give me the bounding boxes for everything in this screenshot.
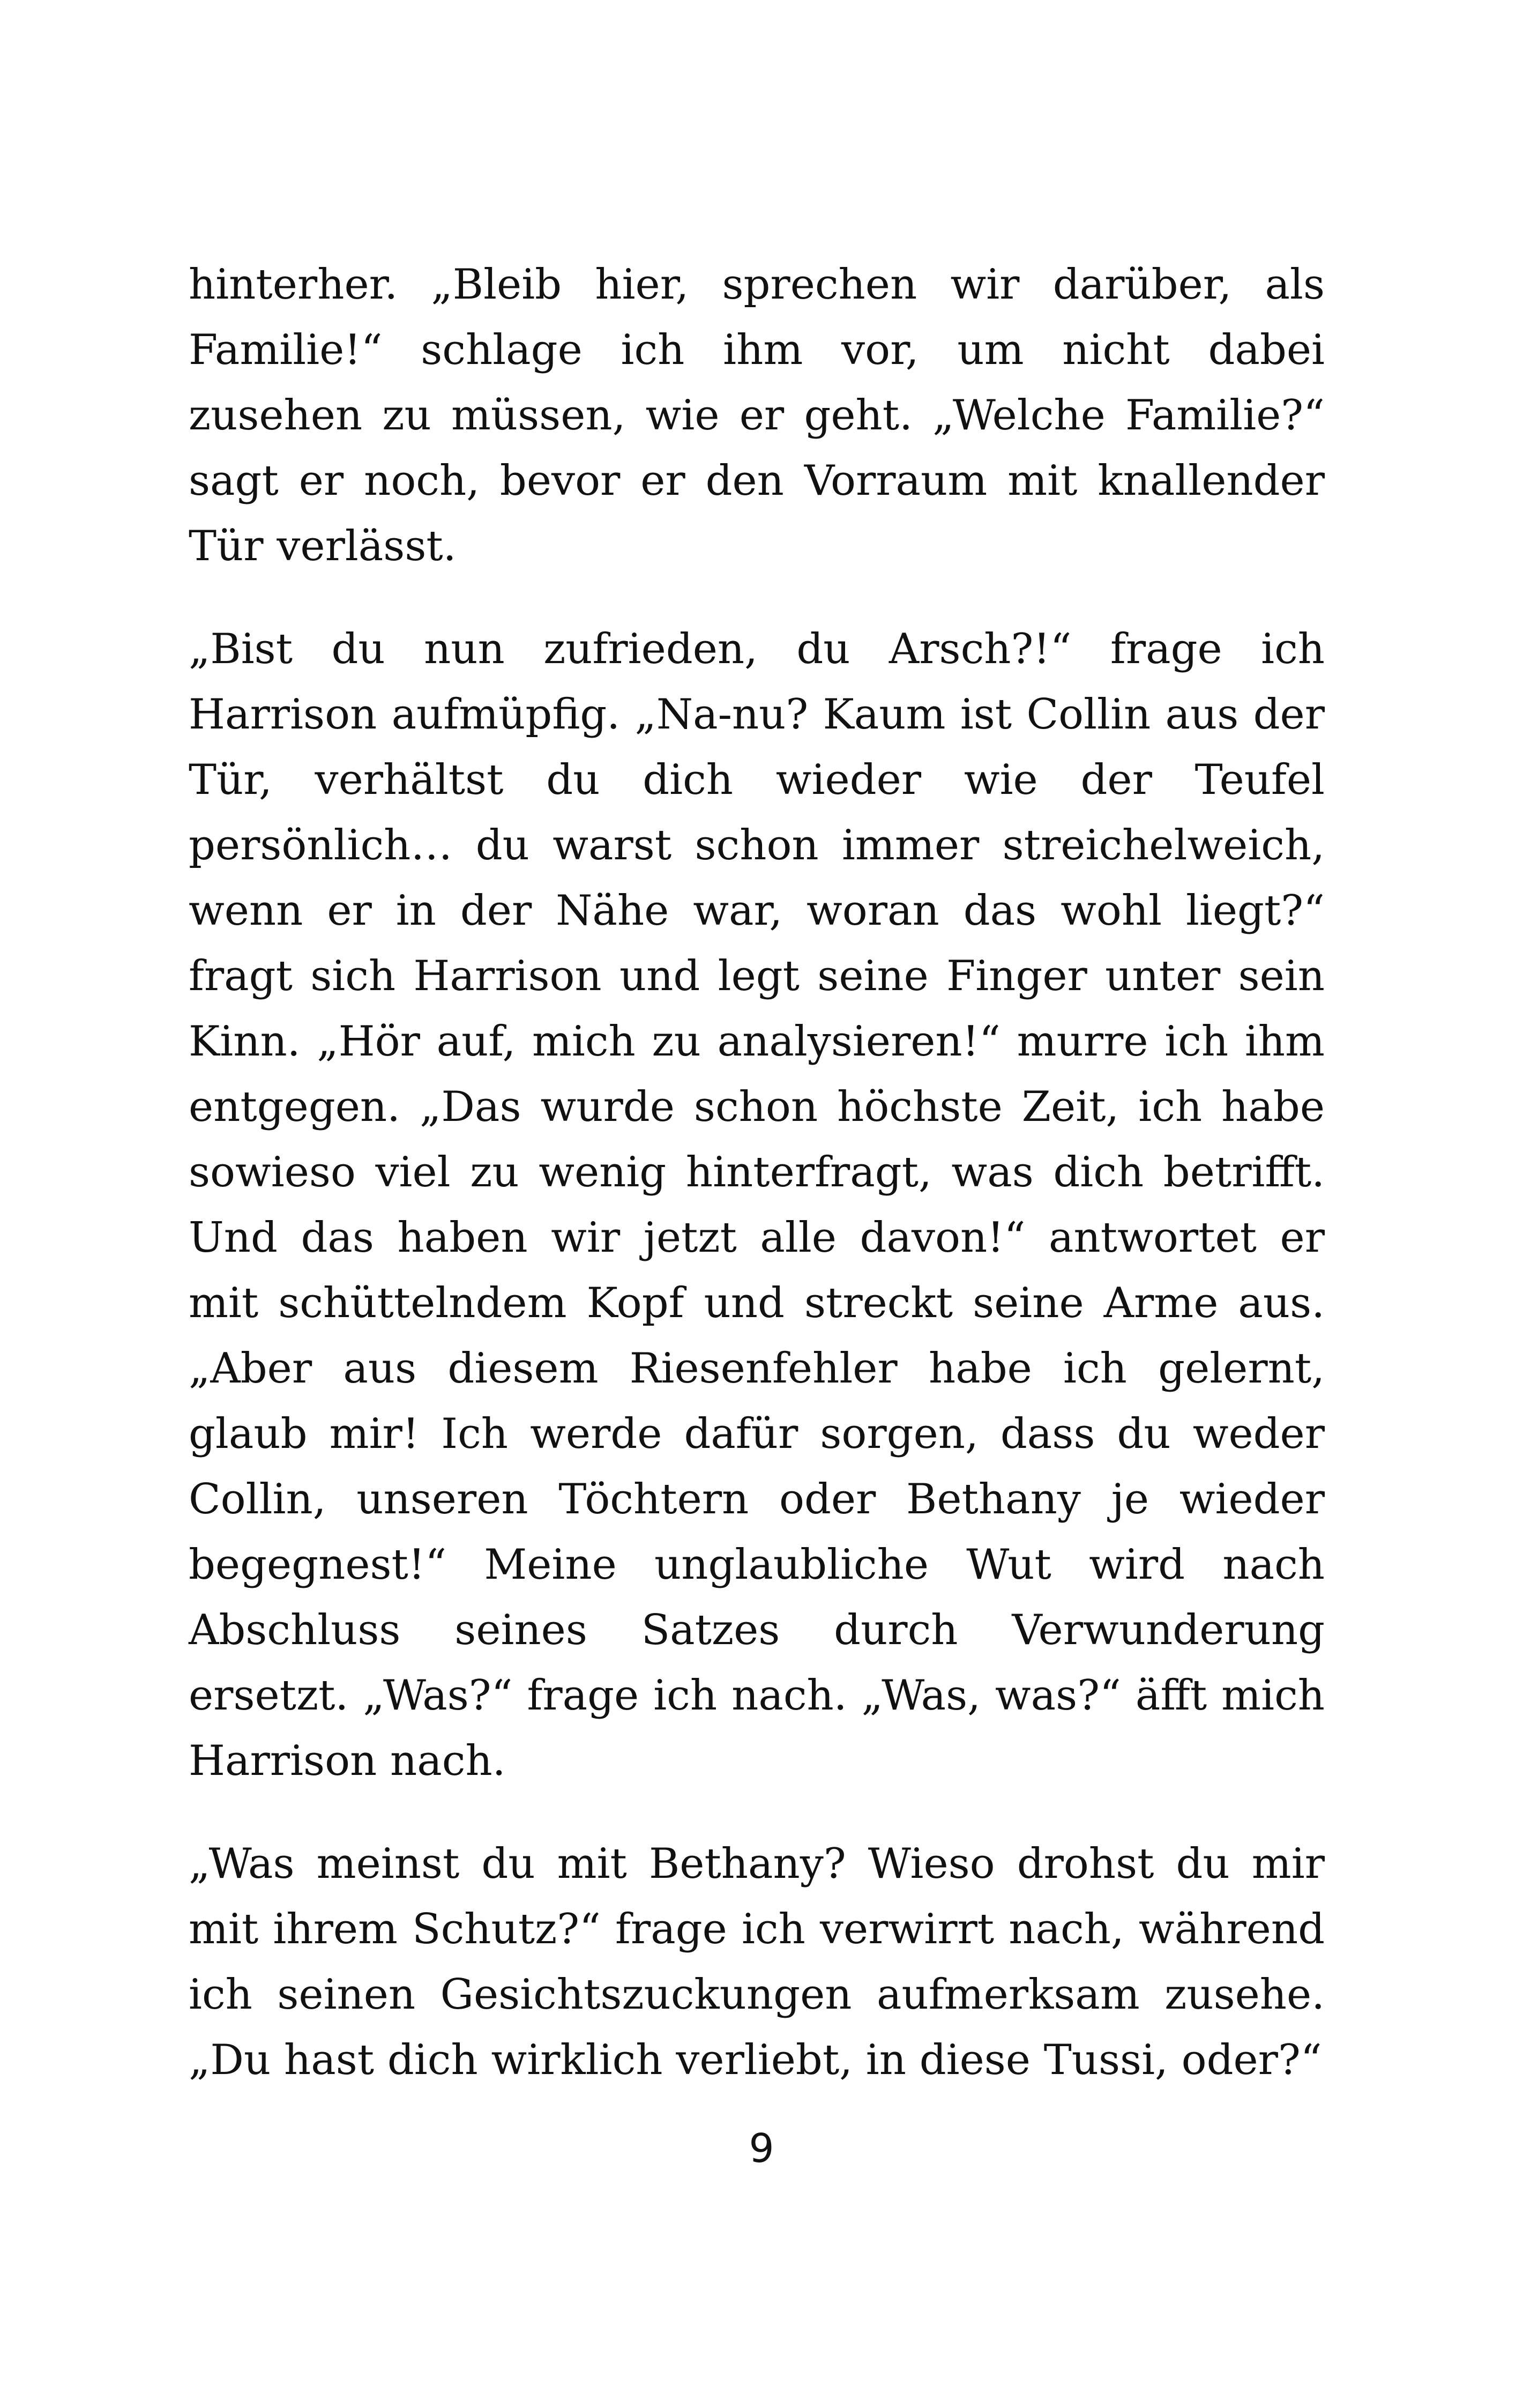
paragraph-1: hinterher. „Bleib hier, sprechen wir darüber, als Familie!“ schlage ich ihm vor, um nicht dabei zusehen zu müssen, wie er geht. „Welche Familie?“ sagt er noch, bevor er den Vorraum mit knallender Tür verlässt. [189,261,1325,570]
paragraph-2: „Bist du nun zufrieden, du Arsch?!“ frage ich Harrison aufmüpfig. „Na-nu? Kaum ist Collin aus der Tür, verhältst du dich wieder wie der Teufel persönlich… du warst schon immer streichelweich, wenn er in der Nähe war, woran das wohl liegt?“ fragt sich Harrison und legt seine Finger unter sein Kinn. „Hör auf, mich zu analysieren!“ murre ich ihm entgegen. „Das wurde schon höchste Zeit, ich habe sowieso viel zu wenig hinterfragt, was dich betrifft. Und das haben wir jetzt alle davon!“ antwortet er mit schüttelndem Kopf und streckt seine Arme aus. „Aber aus diesem Riesenfehler habe ich gelernt, glaub mir! Ich werde dafür sorgen, dass du weder Collin, unseren Töchtern oder Bethany je wieder begegnest!“ Meine unglaubliche Wut wird nach Abschluss seines Satzes durch Verwunderung ersetzt. „Was?“ frage ich nach. „Was, was?“ äfft mich Harrison nach. [189,625,1325,1785]
body-text [189,252,1325,2093]
paragraph-3: „Was meinst du mit Bethany? Wieso drohst du mir mit ihrem Schutz?“ frage ich verwirrt nach, während ich seinen Gesichtszuckungen aufmerksam zusehe. „Du hast dich wirklich verliebt, in diese Tussi, oder?“ [189,1840,1325,2084]
page-number: 9 [749,2125,774,2172]
